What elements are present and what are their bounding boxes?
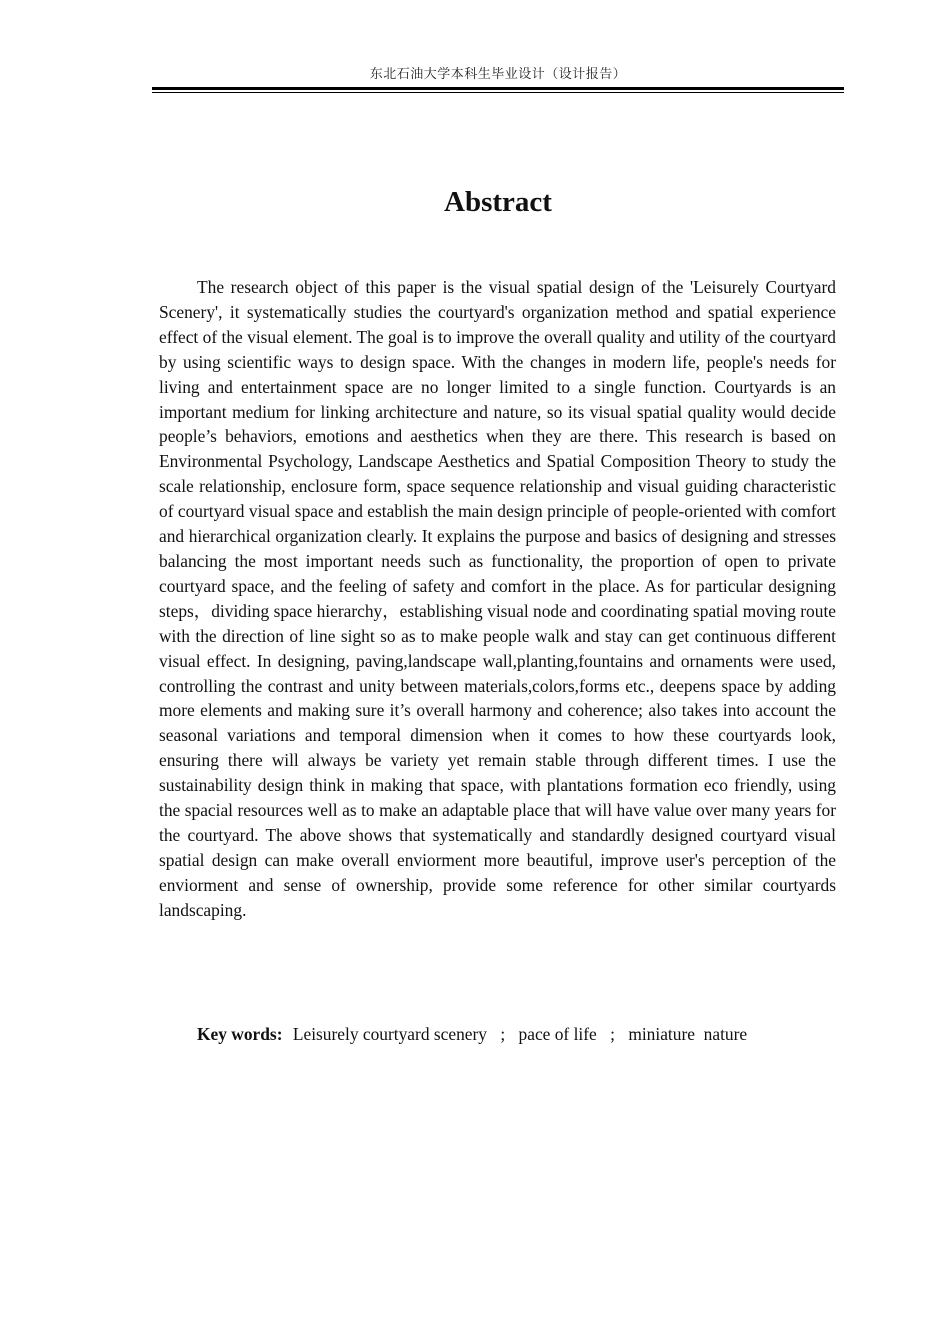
header-rule-thin [152,92,844,93]
header-rule-thick [152,87,844,90]
abstract-paragraph: The research object of this paper is the visual spatial design of the 'Leisurely Courtyard Scenery', it systematically studies the courtyard's organization method and spatial experience effect of the visual element. The goal is to improve the overall quality and utility of the courtyard by using scientific ways to design space. With the changes in modern life, people's needs for living and entertainment space are no longer limited to a single function. Courtyards is an important medium for linking architecture and nature, so its visual spatial quality would decide people’s behaviors, emotions and aesthetics when they are there. This research is based on Environmental Psychology, Landscape Aesthetics and Spatial Composition Theory to study the scale relationship, enclosure form, space sequence relationship and visual guiding characteristic of courtyard visual space and establish the main design principle of people-oriented with comfort and hierarchical organization clearly. It explains the purpose and basics of designing and stresses balancing the most important needs such as functionality, the proportion of open to private courtyard space, and the feeling of safety and comfort in the place. As for particular designing steps，dividing space hierarchy，establishing visual node and coordinating spatial moving route with the direction of line sight so as to make people walk and stay can get continuous different visual effect. In designing, paving,landscape wall,planting,fountains and ornaments were used, controlling the contrast and unity between materials,colors,forms etc., deepens space by adding more elements and making sure it’s overall harmony and coherence; also takes into account the seasonal variations and temporal dimension when it comes to how these courtyards look, ensuring there will always be variety yet remain stable through different times. I use the sustainability design think in making that space, with plantations formation eco friendly, using the spacial resources well as to make an adaptable place that will have value over many years for the courtyard. The above shows that systematically and standardly designed courtyard visual spatial design can make overall enviorment more beautiful, improve user's perception of the enviorment and sense of ownership, provide some reference for other similar courtyards landscaping. [159,277,836,920]
keywords-line [197,1022,837,1047]
keyword-separator: ; [500,1024,506,1044]
abstract-title: Abstract [444,186,552,218]
running-header: 东北石油大学本科生毕业设计（设计报告） [369,67,627,82]
keyword-item: pace of life [518,1024,597,1044]
keywords-label: Key words: [197,1024,283,1044]
keyword-item: Leisurely courtyard scenery [292,1024,487,1044]
keyword-item: miniature nature [628,1024,748,1044]
keyword-separator: ; [610,1024,615,1044]
